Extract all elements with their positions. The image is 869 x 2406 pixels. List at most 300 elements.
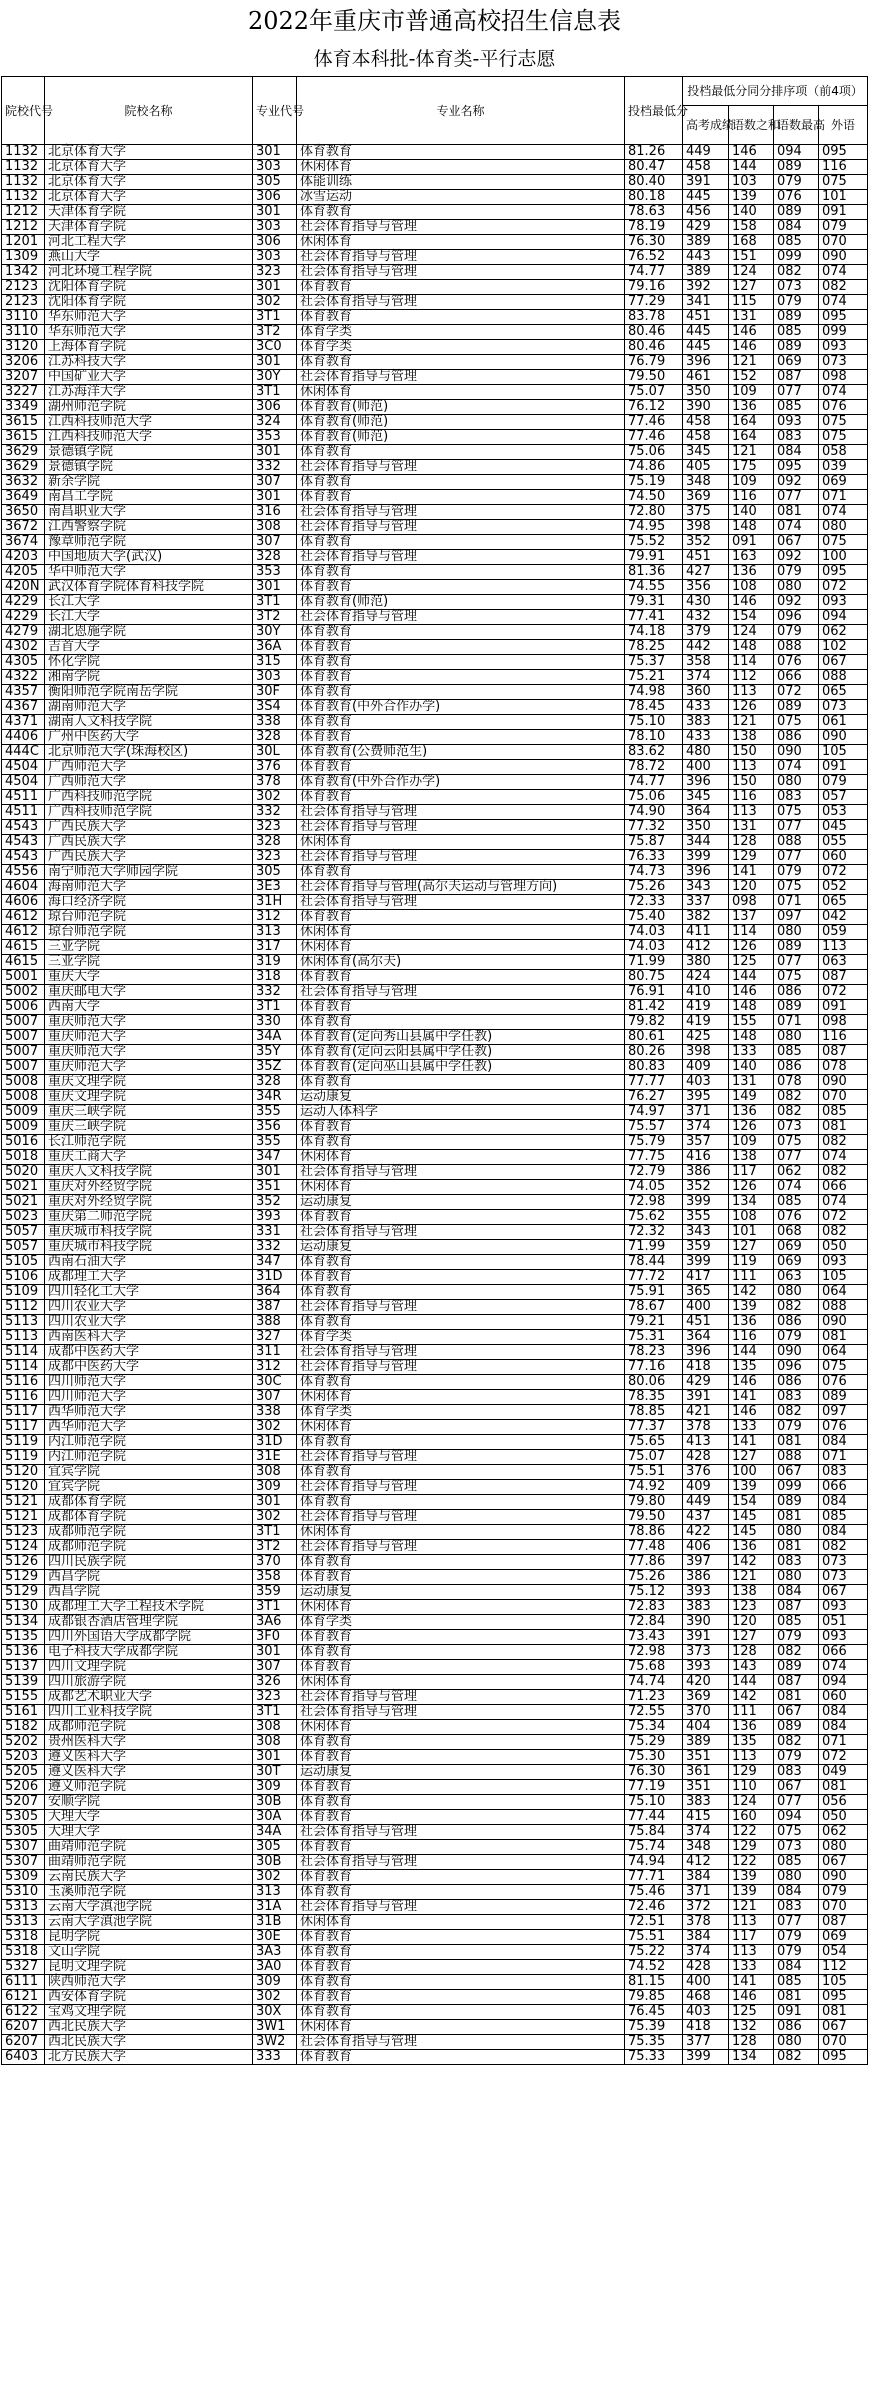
table-row [2,730,868,745]
cell-foreign: 060 [819,850,868,865]
table-row [2,490,868,505]
cell-school-code: 5327 [2,1960,45,1975]
cell-sum-lang: 128 [729,1645,774,1660]
cell-max-lang: 074 [774,1180,819,1195]
cell-max-lang: 092 [774,475,819,490]
cell-sum-lang: 128 [729,2035,774,2050]
cell-major-name: 体育教育 [297,1990,625,2005]
cell-min-score: 81.15 [625,1975,683,1990]
cell-foreign: 074 [819,295,868,310]
cell-school-name: 南昌职业大学 [45,505,253,520]
cell-major-name: 社会体育指导与管理 [297,985,625,1000]
cell-major-code: 3T2 [253,1540,297,1555]
table-row [2,1720,868,1735]
cell-major-name: 休闲体育(高尔夫) [297,955,625,970]
cell-high-score: 374 [683,1825,729,1840]
table-row [2,1345,868,1360]
cell-sum-lang: 164 [729,415,774,430]
cell-school-code: 3349 [2,400,45,415]
cell-max-lang: 081 [774,1510,819,1525]
cell-major-name: 体育教育 [297,1375,625,1390]
cell-high-score: 378 [683,1420,729,1435]
cell-min-score: 77.77 [625,1075,683,1090]
cell-major-name: 体育教育 [297,280,625,295]
table-row [2,1450,868,1465]
cell-sum-lang: 127 [729,1450,774,1465]
cell-max-lang: 086 [774,985,819,1000]
cell-high-score: 424 [683,970,729,985]
cell-major-code: 30Y [253,625,297,640]
cell-foreign: 070 [819,235,868,250]
cell-school-code: 4302 [2,640,45,655]
cell-foreign: 080 [819,1840,868,1855]
cell-max-lang: 082 [774,1300,819,1315]
cell-min-score: 78.44 [625,1255,683,1270]
cell-school-name: 燕山大学 [45,250,253,265]
cell-sum-lang: 114 [729,925,774,940]
table-row [2,580,868,595]
cell-min-score: 74.52 [625,1960,683,1975]
cell-foreign: 102 [819,640,868,655]
cell-high-score: 348 [683,1840,729,1855]
table-row [2,1270,868,1285]
cell-school-name: 重庆三峡学院 [45,1105,253,1120]
cell-school-name: 北京体育大学 [45,175,253,190]
cell-major-code: 303 [253,160,297,175]
cell-school-code: 5120 [2,1465,45,1480]
cell-school-name: 成都中医药大学 [45,1360,253,1375]
cell-major-code: 34R [253,1090,297,1105]
cell-school-name: 重庆人文科技学院 [45,1165,253,1180]
cell-school-name: 重庆文理学院 [45,1090,253,1105]
cell-high-score: 384 [683,1930,729,1945]
cell-min-score: 80.18 [625,190,683,205]
cell-major-code: 315 [253,655,297,670]
cell-max-lang: 089 [774,160,819,175]
cell-high-score: 433 [683,730,729,745]
cell-school-name: 湖南人文科技学院 [45,715,253,730]
cell-major-code: 3A0 [253,1960,297,1975]
cell-school-code: 5119 [2,1435,45,1450]
cell-major-name: 休闲体育 [297,235,625,250]
cell-school-code: 3649 [2,490,45,505]
cell-major-code: 333 [253,2050,297,2065]
cell-sum-lang: 101 [729,1225,774,1240]
cell-major-name: 体育教育 [297,355,625,370]
cell-high-score: 480 [683,745,729,760]
cell-high-score: 357 [683,1135,729,1150]
cell-major-code: 3T1 [253,1525,297,1540]
cell-major-name: 社会体育指导与管理 [297,1450,625,1465]
cell-foreign: 090 [819,730,868,745]
cell-school-code: 5134 [2,1615,45,1630]
cell-min-score: 76.79 [625,355,683,370]
cell-foreign: 078 [819,1060,868,1075]
cell-sum-lang: 120 [729,880,774,895]
cell-school-name: 华中师范大学 [45,565,253,580]
cell-major-name: 社会体育指导与管理 [297,850,625,865]
cell-max-lang: 085 [774,235,819,250]
cell-school-name: 天津体育学院 [45,220,253,235]
cell-sum-lang: 148 [729,520,774,535]
cell-min-score: 75.39 [625,2020,683,2035]
cell-max-lang: 077 [774,490,819,505]
cell-major-code: 303 [253,670,297,685]
cell-high-score: 383 [683,715,729,730]
cell-foreign: 075 [819,175,868,190]
cell-max-lang: 094 [774,1810,819,1825]
cell-major-name: 体育教育 [297,1750,625,1765]
cell-max-lang: 069 [774,1255,819,1270]
table-row [2,1255,868,1270]
cell-school-code: 6207 [2,2020,45,2035]
table-row [2,235,868,250]
cell-school-code: 4604 [2,880,45,895]
cell-high-score: 370 [683,1705,729,1720]
cell-major-name: 体育学类 [297,325,625,340]
cell-major-name: 体育教育 [297,655,625,670]
cell-major-code: 301 [253,580,297,595]
cell-max-lang: 080 [774,925,819,940]
cell-school-code: 1201 [2,235,45,250]
cell-foreign: 057 [819,790,868,805]
cell-high-score: 420 [683,1675,729,1690]
cell-major-code: 309 [253,1780,297,1795]
cell-major-code: 318 [253,970,297,985]
cell-school-code: 5105 [2,1255,45,1270]
cell-high-score: 382 [683,910,729,925]
table-row [2,1885,868,1900]
cell-major-name: 休闲体育 [297,925,625,940]
cell-school-code: 5202 [2,1735,45,1750]
cell-foreign: 088 [819,670,868,685]
cell-max-lang: 083 [774,1900,819,1915]
cell-school-name: 电子科技大学成都学院 [45,1645,253,1660]
cell-sum-lang: 125 [729,955,774,970]
cell-high-score: 417 [683,1270,729,1285]
cell-school-name: 重庆对外经贸学院 [45,1180,253,1195]
cell-max-lang: 068 [774,1225,819,1240]
cell-school-code: 4615 [2,955,45,970]
cell-major-code: 36A [253,640,297,655]
cell-major-name: 体育教育 [297,1630,625,1645]
cell-foreign: 084 [819,1720,868,1735]
cell-school-name: 重庆文理学院 [45,1075,253,1090]
cell-high-score: 356 [683,580,729,595]
cell-school-name: 江苏海洋大学 [45,385,253,400]
cell-min-score: 75.10 [625,715,683,730]
cell-sum-lang: 108 [729,1210,774,1225]
cell-school-code: 5136 [2,1645,45,1660]
table-row [2,1195,868,1210]
cell-sum-lang: 124 [729,625,774,640]
cell-major-name: 体育教育(师范) [297,400,625,415]
cell-min-score: 77.75 [625,1150,683,1165]
cell-major-name: 社会体育指导与管理 [297,1300,625,1315]
cell-school-code: 5117 [2,1405,45,1420]
cell-foreign: 053 [819,805,868,820]
cell-max-lang: 079 [774,565,819,580]
cell-school-name: 北京体育大学 [45,160,253,175]
cell-high-score: 422 [683,1525,729,1540]
cell-max-lang: 088 [774,1450,819,1465]
cell-major-name: 运动康复 [297,1765,625,1780]
cell-school-name: 江西科技师范大学 [45,415,253,430]
cell-major-code: 324 [253,415,297,430]
cell-high-score: 343 [683,880,729,895]
cell-school-code: 4205 [2,565,45,580]
cell-sum-lang: 155 [729,1015,774,1030]
cell-school-code: 5130 [2,1600,45,1615]
cell-major-code: 355 [253,1135,297,1150]
table-row [2,820,868,835]
cell-min-score: 72.98 [625,1195,683,1210]
cell-min-score: 75.34 [625,1720,683,1735]
cell-foreign: 090 [819,250,868,265]
table-row [2,685,868,700]
cell-high-score: 352 [683,1180,729,1195]
cell-foreign: 084 [819,1495,868,1510]
cell-school-name: 文山学院 [45,1945,253,1960]
cell-max-lang: 076 [774,1210,819,1225]
cell-school-name: 遵义医科大学 [45,1765,253,1780]
cell-major-name: 冰雪运动 [297,190,625,205]
table-row [2,970,868,985]
cell-sum-lang: 113 [729,805,774,820]
cell-major-code: 31D [253,1270,297,1285]
cell-major-name: 休闲体育 [297,1675,625,1690]
cell-major-code: 376 [253,760,297,775]
cell-school-name: 河北工程大学 [45,235,253,250]
cell-sum-lang: 142 [729,1690,774,1705]
cell-sum-lang: 113 [729,685,774,700]
cell-major-code: 307 [253,1660,297,1675]
cell-min-score: 75.65 [625,1435,683,1450]
cell-high-score: 419 [683,1000,729,1015]
cell-min-score: 75.07 [625,385,683,400]
cell-max-lang: 086 [774,1375,819,1390]
cell-major-name: 体育教育 [297,670,625,685]
table-row [2,340,868,355]
cell-major-code: 3T1 [253,1600,297,1615]
cell-sum-lang: 132 [729,2020,774,2035]
cell-major-name: 体育教育 [297,1120,625,1135]
cell-max-lang: 077 [774,850,819,865]
cell-high-score: 395 [683,1090,729,1105]
cell-sum-lang: 117 [729,1930,774,1945]
table-row [2,1510,868,1525]
cell-high-score: 384 [683,1870,729,1885]
table-row [2,1060,868,1075]
cell-foreign: 093 [819,1600,868,1615]
cell-high-score: 468 [683,1990,729,2005]
cell-school-name: 西安体育学院 [45,1990,253,2005]
cell-school-name: 西昌学院 [45,1585,253,1600]
cell-min-score: 77.48 [625,1540,683,1555]
cell-school-code: 5113 [2,1315,45,1330]
cell-foreign: 076 [819,400,868,415]
cell-max-lang: 079 [774,865,819,880]
cell-major-name: 体育教育(定向巫山县属中学任教) [297,1060,625,1075]
cell-min-score: 80.26 [625,1045,683,1060]
cell-high-score: 421 [683,1405,729,1420]
cell-sum-lang: 109 [729,385,774,400]
table-row [2,1165,868,1180]
cell-min-score: 74.55 [625,580,683,595]
table-row [2,265,868,280]
cell-school-code: 5313 [2,1915,45,1930]
cell-school-code: 5009 [2,1120,45,1135]
cell-major-code: 301 [253,1165,297,1180]
cell-major-code: 302 [253,1990,297,2005]
cell-high-score: 418 [683,1360,729,1375]
table-row [2,835,868,850]
cell-foreign: 061 [819,715,868,730]
cell-school-name: 重庆城市科技学院 [45,1225,253,1240]
cell-high-score: 456 [683,205,729,220]
table-row [2,475,868,490]
cell-max-lang: 085 [774,1195,819,1210]
cell-major-code: 30L [253,745,297,760]
cell-major-name: 体育教育 [297,1465,625,1480]
cell-school-code: 5057 [2,1240,45,1255]
cell-major-code: 301 [253,1750,297,1765]
table-row [2,1045,868,1060]
cell-sum-lang: 144 [729,160,774,175]
cell-sum-lang: 145 [729,1510,774,1525]
cell-major-name: 体育教育 [297,580,625,595]
cell-major-code: 312 [253,1360,297,1375]
table-row [2,1330,868,1345]
cell-foreign: 073 [819,355,868,370]
cell-school-code: 1309 [2,250,45,265]
cell-max-lang: 086 [774,2020,819,2035]
cell-foreign: 097 [819,1405,868,1420]
cell-school-name: 成都体育学院 [45,1495,253,1510]
cell-high-score: 445 [683,190,729,205]
cell-school-code: 1342 [2,265,45,280]
cell-major-name: 体育教育 [297,1840,625,1855]
cell-major-code: 3S4 [253,700,297,715]
cell-major-code: 301 [253,280,297,295]
cell-high-score: 359 [683,1240,729,1255]
cell-sum-lang: 131 [729,820,774,835]
cell-max-lang: 085 [774,1615,819,1630]
cell-max-lang: 080 [774,1570,819,1585]
cell-major-code: 317 [253,940,297,955]
cell-school-name: 三亚学院 [45,940,253,955]
table-row [2,1495,868,1510]
table-row [2,415,868,430]
header-foreign: 外语 [819,106,868,145]
cell-major-code: 31D [253,1435,297,1450]
cell-school-code: 5205 [2,1765,45,1780]
cell-foreign: 073 [819,1570,868,1585]
cell-min-score: 79.16 [625,280,683,295]
cell-min-score: 75.26 [625,1570,683,1585]
cell-school-code: 1132 [2,145,45,160]
table-row [2,1840,868,1855]
cell-major-name: 社会体育指导与管理 [297,1540,625,1555]
cell-max-lang: 079 [774,1750,819,1765]
cell-high-score: 404 [683,1720,729,1735]
table-row [2,1075,868,1090]
cell-min-score: 80.75 [625,970,683,985]
cell-sum-lang: 131 [729,310,774,325]
cell-sum-lang: 121 [729,445,774,460]
cell-school-name: 海口经济学院 [45,895,253,910]
cell-foreign: 055 [819,835,868,850]
cell-major-code: 31E [253,1450,297,1465]
cell-min-score: 72.84 [625,1615,683,1630]
cell-high-score: 383 [683,1795,729,1810]
cell-high-score: 397 [683,1555,729,1570]
cell-school-name: 沈阳体育学院 [45,280,253,295]
cell-foreign: 074 [819,1195,868,1210]
cell-min-score: 75.87 [625,835,683,850]
cell-min-score: 77.46 [625,430,683,445]
cell-school-name: 曲靖师范学院 [45,1855,253,1870]
cell-high-score: 365 [683,1285,729,1300]
table-row [2,760,868,775]
cell-major-code: 355 [253,1105,297,1120]
cell-school-code: 1132 [2,160,45,175]
cell-foreign: 039 [819,460,868,475]
cell-min-score: 74.74 [625,1675,683,1690]
cell-sum-lang: 164 [729,430,774,445]
cell-major-code: 302 [253,790,297,805]
cell-major-name: 社会体育指导与管理 [297,1165,625,1180]
cell-school-code: 3629 [2,460,45,475]
cell-major-name: 体育学类 [297,1330,625,1345]
cell-major-code: 30B [253,1795,297,1810]
cell-high-score: 445 [683,325,729,340]
cell-sum-lang: 124 [729,265,774,280]
cell-school-name: 湖南师范大学 [45,700,253,715]
cell-min-score: 75.91 [625,1285,683,1300]
cell-max-lang: 062 [774,1165,819,1180]
cell-foreign: 072 [819,580,868,595]
cell-max-lang: 077 [774,385,819,400]
table-row [2,1240,868,1255]
cell-school-name: 成都体育学院 [45,1510,253,1525]
table-row [2,865,868,880]
cell-school-code: 5057 [2,1225,45,1240]
table-row [2,1975,868,1990]
cell-school-name: 江西科技师范大学 [45,430,253,445]
cell-high-score: 337 [683,895,729,910]
cell-major-code: 323 [253,265,297,280]
cell-school-code: 5021 [2,1195,45,1210]
cell-sum-lang: 116 [729,1330,774,1345]
cell-major-code: 301 [253,205,297,220]
cell-max-lang: 099 [774,1480,819,1495]
cell-sum-lang: 146 [729,595,774,610]
cell-high-score: 449 [683,1495,729,1510]
cell-major-code: 323 [253,850,297,865]
cell-school-name: 广西民族大学 [45,835,253,850]
cell-school-code: 4279 [2,625,45,640]
cell-sum-lang: 100 [729,1465,774,1480]
cell-major-code: 358 [253,1570,297,1585]
cell-school-name: 西南石油大学 [45,1255,253,1270]
table-row [2,1225,868,1240]
cell-school-code: 4504 [2,775,45,790]
cell-foreign: 084 [819,1435,868,1450]
cell-school-name: 长江大学 [45,595,253,610]
cell-min-score: 71.99 [625,955,683,970]
cell-foreign: 095 [819,310,868,325]
